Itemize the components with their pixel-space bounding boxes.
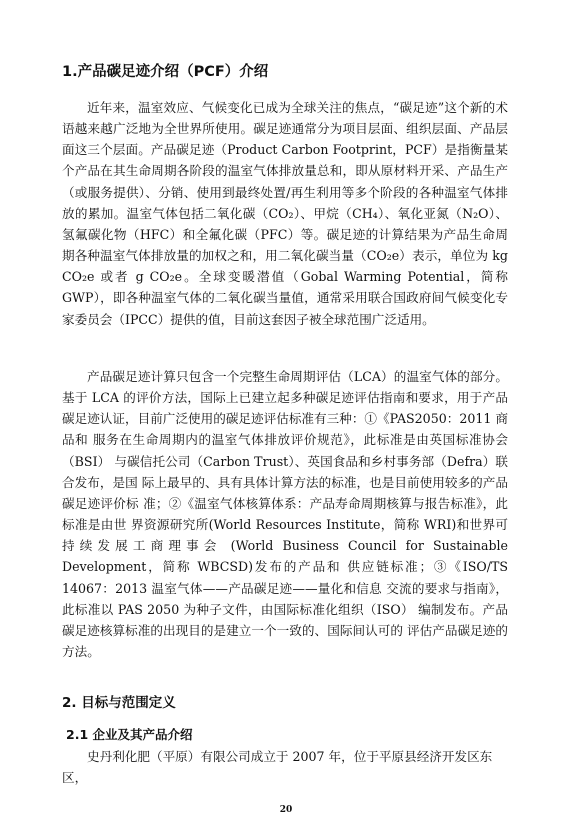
section-heading-pcf: 1.产品碳足迹介绍（PCF）介绍 — [62, 64, 269, 80]
paragraph-intro-block — [62, 97, 508, 330]
paragraph-pcf-standards: 产品碳足迹计算只包含一个完整生命周期评估（LCA）的温室气体的部分。基于 LCA 的评价方法，国际上已建立起多种碳足迹评估指南和要求，用于产品碳足迹认证，目前广泛使用的碳足迹评估标准有三种：①《PAS2050：2011 商品和 服务在生命周期内的温室气体排放评价规范》，此标准是由英国标准协会（BSI） 与碳信托公司（Carbon Trust）、英国食品和乡村事务部（Defra）联合发布，是国 际上最早的、具有具体计算方法的标准，也是目前使用较多的产品碳足迹评价标 准；②《温室气体核算体系：产品寿命周期核算与报告标准》，此标准是由世 界资源研究所(World Resources Institute，简称 WRI)和世界可持续发展工商理事会 (World Business Council for Sustainable Development，简称 WBCSD)发布的产品和 供应链标准；③《ISO/TS 14067：2013 温室气体——产品碳足迹——量化和信息 交流的要求与指南》，此标准以 PAS 2050 为种子文件，由国际标准化组织（ISO） 编制发布。产品碳足迹核算标准的出现目的是建立一个一致的、国际间认可的 评估产品碳足迹的方法。 — [62, 369, 508, 660]
paragraph-standards-block — [62, 366, 508, 662]
section-heading-goal-scope: 2. 目标与范围定义 — [62, 695, 176, 711]
paragraph-company-intro: 史丹利化肥（平原）有限公司成立于 2007 年，位于平原县经济开发区东区， — [62, 749, 493, 785]
paragraph-carbon-footprint-intro: 近年来，温室效应、气候变化已成为全球关注的焦点，“碳足迹”这个新的术语越来越广泛地为全世界所使用。碳足迹通常分为项目层面、组织层面、产品层面这三个层面。产品碳足迹（Product Carbon Footprint，PCF）是指衡量某个产品在其生命周期各阶段的温室气体排放量总和，即从原材料开采、产品生产（或服务提供）、分销、使用到最终处置/再生利用等多个阶段的各种温室气体排放的累加。温室气体包括二氧化碳（CO₂）、甲烷（CH₄）、氧化亚氮（N₂O）、氢氟碳化物（HFC）和全氟化碳（PFC）等。碳足迹的计算结果为产品生命周期各种温室气体排放量的加权之和，用二氧化碳当量（CO₂e）表示，单位为 kg CO₂e 或者 g CO₂e。全球变暖潜值（Gobal Warming Potential，简称 GWP），即各种温室气体的二氧化碳当量值，通常采用联合国政府间气候变化专家委员会（IPCC）提供的值，目前这套因子被全球范围广泛适用。 — [62, 100, 508, 327]
page-number: 20 — [279, 805, 293, 815]
subsection-heading-company: 2.1 企业及其产品介绍 — [66, 727, 193, 742]
